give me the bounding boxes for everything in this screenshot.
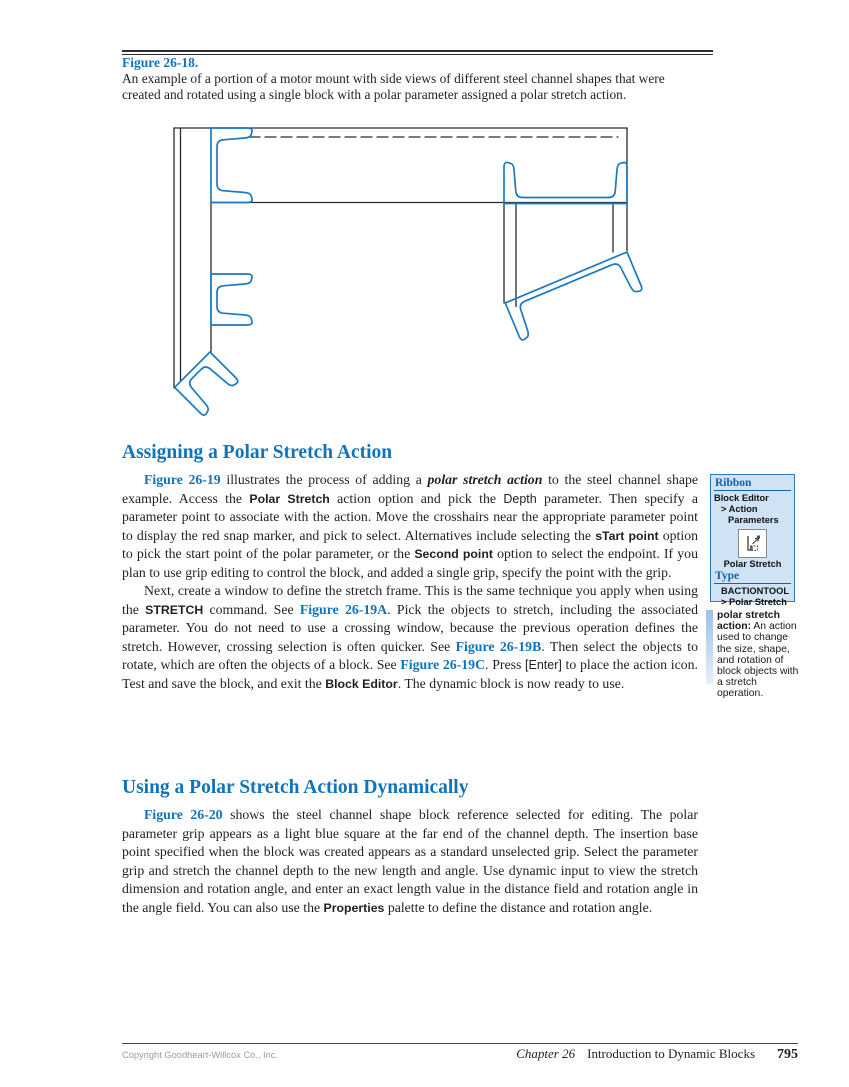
type-heading: Type xyxy=(715,570,740,582)
channel-bottom-left-rotated xyxy=(175,352,239,416)
ribbon-rule xyxy=(714,490,791,491)
motor-mount-outline xyxy=(174,128,627,388)
ribbon-path-line: Parameters xyxy=(728,515,779,525)
paragraph: Figure 26-20 shows the steel channel shape block reference selected for editing. The polar parameter grip appears as a light blue square at the far end of the channel depth. The insertion base point specified when the block was created appears as a standard unselected grip. Select the parameter grip and stretch the channel depth to the new length and angle. Use dynamic input to view the stretch dimension and rotation angle, and enter an exact length value in the distance field and rotation angle in the angle field. You can also use the Properties palette to define the distance and rotation angle. xyxy=(122,807,698,915)
paragraph: Next, create a window to define the stretch frame. This is the same technique you apply when using the STRETCH command. See Figure 26-19A. Pick the objects to stretch, including the associated parameter. You do not need to use a crossing window, because the previous operation defines the stretch. However, crossing selection is often quicker. See Figure 26-19B. Then select the objects to rotate, which are often the objects of a block. See Figure 26-19C. Press [Enter] to place the action icon. Test and save the block, and exit the Block Editor. The dynamic block is now ready to use. xyxy=(122,583,699,692)
footer-chapter-title: Introduction to Dynamic Blocks xyxy=(587,1046,755,1061)
paragraph: Figure 26-19 illustrates the process of adding a polar stretch action to the steel channel shape example. Access the Polar Stretch action option and pick the Depth parameter. Then specify a parameter point to associate with the action. Move the crosshairs near the appropriate parameter point to display the red snap marker, and pick to select. Alternatives include selecting the sTart point option to pick the start point of the polar parameter, or the Second point option to select the endpoint. If you plan to use grip editing to control the block, and added a single grip, specify the point with the grip. xyxy=(122,472,698,580)
channel-right-diagonal xyxy=(505,252,643,341)
footer-page-number: 795 xyxy=(777,1047,798,1062)
command-line: BACTIONTOOL xyxy=(721,586,790,596)
ribbon-path-line: Block Editor xyxy=(714,493,769,503)
figure-caption-text: An example of a portion of a motor mount with side views of different steel channel shapes that were created and rotated using a single block with a polar parameter assigned a polar stretch action. xyxy=(122,71,665,102)
section-assigning-polar-stretch xyxy=(122,442,698,694)
footer-rule xyxy=(122,1043,798,1044)
steel-channel-shapes xyxy=(175,128,643,416)
polar-stretch-icon xyxy=(738,529,767,558)
section-heading: Assigning a Polar Stretch Action xyxy=(122,442,393,463)
figure-label: Figure 26-18. xyxy=(122,55,199,70)
margin-note-definition: An action used to change the size, shape, and rotation of block objects with a stretch operation. xyxy=(717,621,799,700)
footer xyxy=(122,1046,798,1063)
section-using-polar-stretch xyxy=(122,777,698,917)
ribbon-path-line: > Action xyxy=(721,504,758,514)
margin-definition-note xyxy=(706,610,802,700)
margin-note-text xyxy=(713,610,802,700)
ribbon-heading: Ribbon xyxy=(715,477,752,489)
command-line: > Polar Stretch xyxy=(721,597,787,607)
footer-chapter: Chapter 26 xyxy=(516,1046,576,1061)
command-access-box xyxy=(710,474,795,607)
figure-26-18-drawing xyxy=(145,118,665,438)
margin-note-term: polar stretch action: xyxy=(717,610,780,633)
ribbon-tool-label: Polar Stretch xyxy=(723,559,782,569)
section-heading: Using a Polar Stretch Action Dynamically xyxy=(122,777,469,798)
channel-right-up xyxy=(504,162,627,203)
type-rule xyxy=(714,583,791,584)
margin-note-bar xyxy=(706,610,713,684)
channel-top-left xyxy=(211,128,252,203)
figure-caption xyxy=(122,55,704,102)
footer-copyright: Copyright Goodheart-Willcox Co., Inc. xyxy=(122,1050,279,1060)
channel-middle-left xyxy=(211,274,252,325)
